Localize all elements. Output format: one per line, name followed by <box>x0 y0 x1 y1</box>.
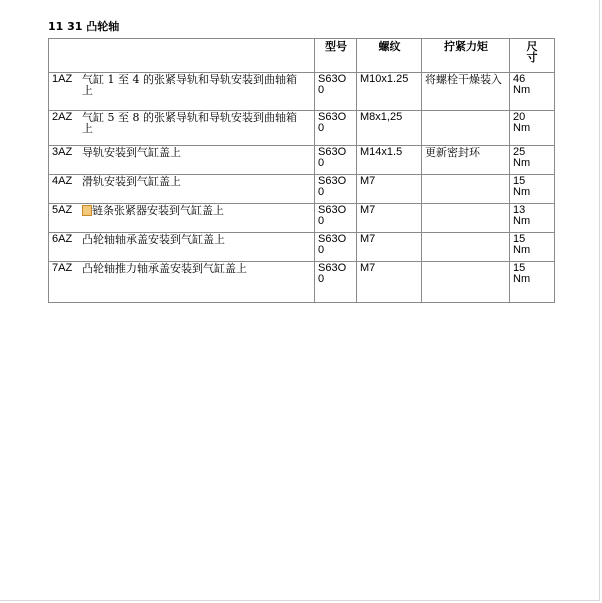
row-model-text: S63O0 <box>318 233 347 256</box>
row-description-cell <box>49 175 315 204</box>
row-description-cell <box>49 204 315 233</box>
row-size-text: 20 Nm <box>513 111 531 134</box>
row-model <box>315 204 357 233</box>
row-thread: M10x1.25 <box>357 73 422 111</box>
row-model <box>315 146 357 175</box>
row-model-text: S63O0 <box>318 204 347 227</box>
row-description: 链条张紧器安装到气缸盖上 <box>92 204 224 217</box>
row-model <box>315 175 357 204</box>
section-title: 11 31 凸轮轴 <box>48 20 120 33</box>
row-torque <box>422 175 510 204</box>
row-model-text: S63O0 <box>318 175 347 198</box>
row-size <box>510 73 555 111</box>
row-thread: M7 <box>357 233 422 262</box>
row-size <box>510 233 555 262</box>
row-description: 凸轮轴推力轴承盖安装到气缸盖上 <box>82 262 247 275</box>
row-code: 4AZ <box>52 175 73 187</box>
row-code: 6AZ <box>52 233 73 245</box>
row-model-text: S63O0 <box>318 262 347 285</box>
row-size-text: 25 Nm <box>513 146 531 169</box>
row-description: 导轨安装到气缸盖上 <box>82 146 181 159</box>
row-torque <box>422 111 510 146</box>
row-code: 2AZ <box>52 111 73 123</box>
row-size <box>510 204 555 233</box>
row-thread: M8x1,25 <box>357 111 422 146</box>
row-description: 气缸 1 至 4 的张紧导轨和导轨安装到曲轴箱上 <box>82 73 297 97</box>
row-code: 5AZ <box>52 204 73 216</box>
table-row <box>49 175 555 204</box>
row-model <box>315 111 357 146</box>
row-description-cell <box>49 73 315 111</box>
row-thread: M7 <box>357 262 422 303</box>
row-model-text: S63O0 <box>318 146 347 169</box>
table-row <box>49 262 555 303</box>
row-size-text: 15 Nm <box>513 262 531 285</box>
row-description-cell <box>49 146 315 175</box>
row-thread: M14x1.5 <box>357 146 422 175</box>
row-description: 气缸 5 至 8 的张紧导轨和导轨安装到曲轴箱上 <box>82 111 297 135</box>
row-description-cell <box>49 262 315 303</box>
header-torque: 拧紧力矩 <box>422 39 510 73</box>
row-torque: 更新密封环 <box>422 146 510 175</box>
row-thread: M7 <box>357 204 422 233</box>
row-description-cell <box>49 111 315 146</box>
table-header-row <box>49 39 555 73</box>
highlight-marker-icon <box>82 205 92 216</box>
row-thread: M7 <box>357 175 422 204</box>
row-size-text: 15 Nm <box>513 175 531 198</box>
table-row <box>49 233 555 262</box>
row-size-text: 15 Nm <box>513 233 531 256</box>
row-size <box>510 111 555 146</box>
row-model <box>315 262 357 303</box>
row-size <box>510 146 555 175</box>
row-torque <box>422 204 510 233</box>
torque-spec-table <box>48 38 555 303</box>
table-row <box>49 73 555 111</box>
row-size <box>510 262 555 303</box>
row-description: 滑轨安装到气缸盖上 <box>82 175 181 188</box>
header-thread: 螺纹 <box>357 39 422 73</box>
header-size-text: 尺寸 <box>526 40 538 64</box>
row-description: 凸轮轴轴承盖安装到气缸盖上 <box>82 233 225 246</box>
header-model: 型号 <box>315 39 357 73</box>
header-description <box>49 39 315 73</box>
row-model <box>315 73 357 111</box>
header-size <box>510 39 555 73</box>
row-size-text: 13 Nm <box>513 204 531 227</box>
table-row <box>49 111 555 146</box>
table-row <box>49 204 555 233</box>
row-code: 7AZ <box>52 262 73 274</box>
row-model-text: S63O0 <box>318 111 347 134</box>
row-size-text: 46 Nm <box>513 73 531 96</box>
row-model <box>315 233 357 262</box>
table-row <box>49 146 555 175</box>
row-torque <box>422 233 510 262</box>
row-description-cell <box>49 233 315 262</box>
row-code: 1AZ <box>52 73 73 85</box>
row-size <box>510 175 555 204</box>
row-code: 3AZ <box>52 146 73 158</box>
row-model-text: S63O0 <box>318 73 347 96</box>
row-torque: 将螺栓干燥装入 <box>422 73 510 111</box>
row-torque <box>422 262 510 303</box>
